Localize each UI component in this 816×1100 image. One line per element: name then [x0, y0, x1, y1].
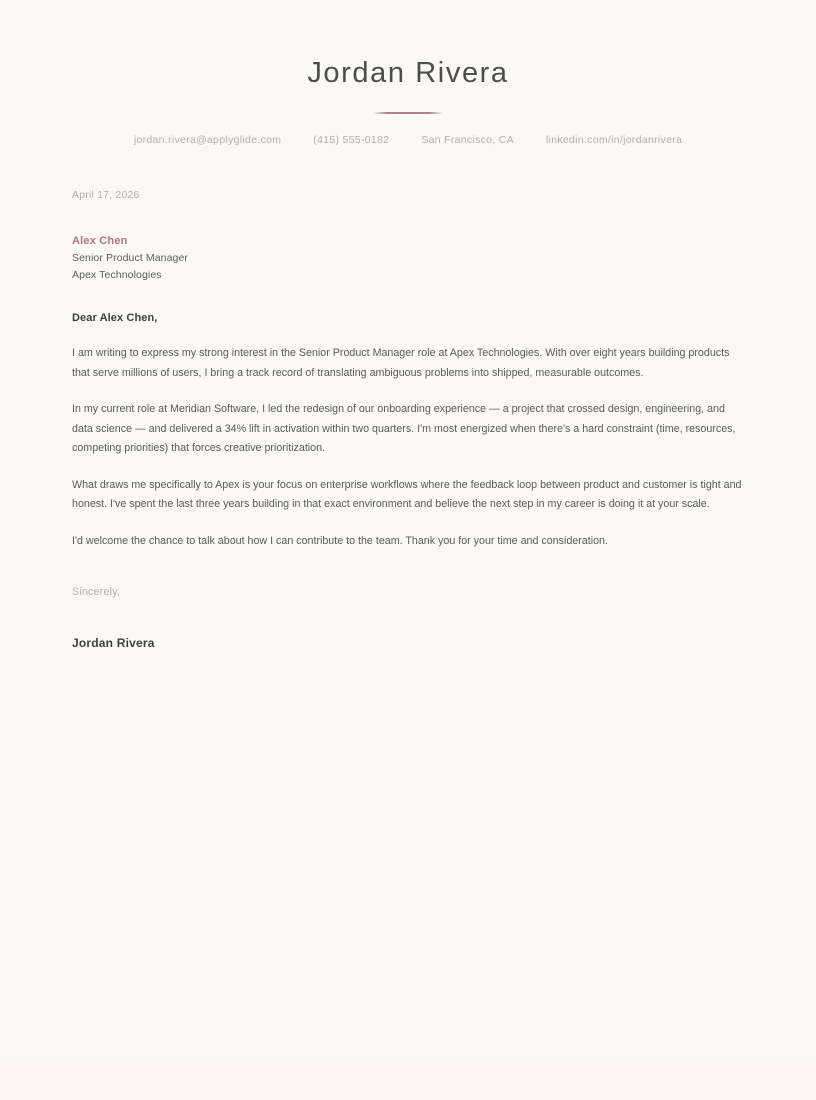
name-divider — [373, 112, 443, 114]
letter-paragraph: In my current role at Meridian Software, I led the redesign of our onboarding experience — a project that crossed design, engineering, and data science — and delivered a 34% lift in activation within two quarters. I'm most energized when there's a hard constraint (time, resources, competing priorities) that forces creative prioritization. — [72, 403, 736, 455]
contact-location: San Francisco, CA — [421, 133, 514, 146]
recipient-company: Apex Technologies — [72, 268, 162, 281]
contact-line — [0, 134, 816, 146]
salutation: Dear Alex Chen, — [72, 312, 158, 325]
recipient-block — [72, 233, 744, 284]
letter-paragraph: I'd welcome the chance to talk about how I can contribute to the team. Thank you for your time and consideration. — [72, 534, 608, 547]
letter-paragraph: What draws me specifically to Apex is your focus on enterprise workflows where the feedback loop between product and customer is tight and honest. I've spent the last three years building in that exact environment and believe the next step in my career is doing it at your scale. — [72, 478, 742, 511]
letter-body — [0, 189, 816, 650]
contact-email[interactable]: jordan.rivera@applyglide.com — [133, 133, 282, 146]
signature-name: Jordan Rivera — [72, 636, 155, 651]
page-title: Jordan Rivera — [307, 57, 509, 89]
recipient-title: Senior Product Manager — [72, 252, 189, 265]
letter-header — [0, 0, 816, 146]
letter-paragraph: I am writing to express my strong interest in the Senior Product Manager role at Apex Technologies. With over eight years building products that serve millions of users, I bring a track record of translating ambiguous problems into shipped, measurable outcomes. — [72, 347, 730, 379]
contact-phone[interactable]: (415) 555-0182 — [313, 133, 390, 146]
closing-phrase: Sincerely, — [72, 586, 121, 599]
contact-linkedin[interactable]: linkedin.com/in/jordanrivera — [545, 133, 683, 146]
letter-date: April 17, 2026 — [72, 188, 140, 201]
footer-band — [0, 1063, 816, 1100]
letter-paragraphs — [72, 344, 744, 551]
recipient-name: Alex Chen — [72, 234, 128, 247]
